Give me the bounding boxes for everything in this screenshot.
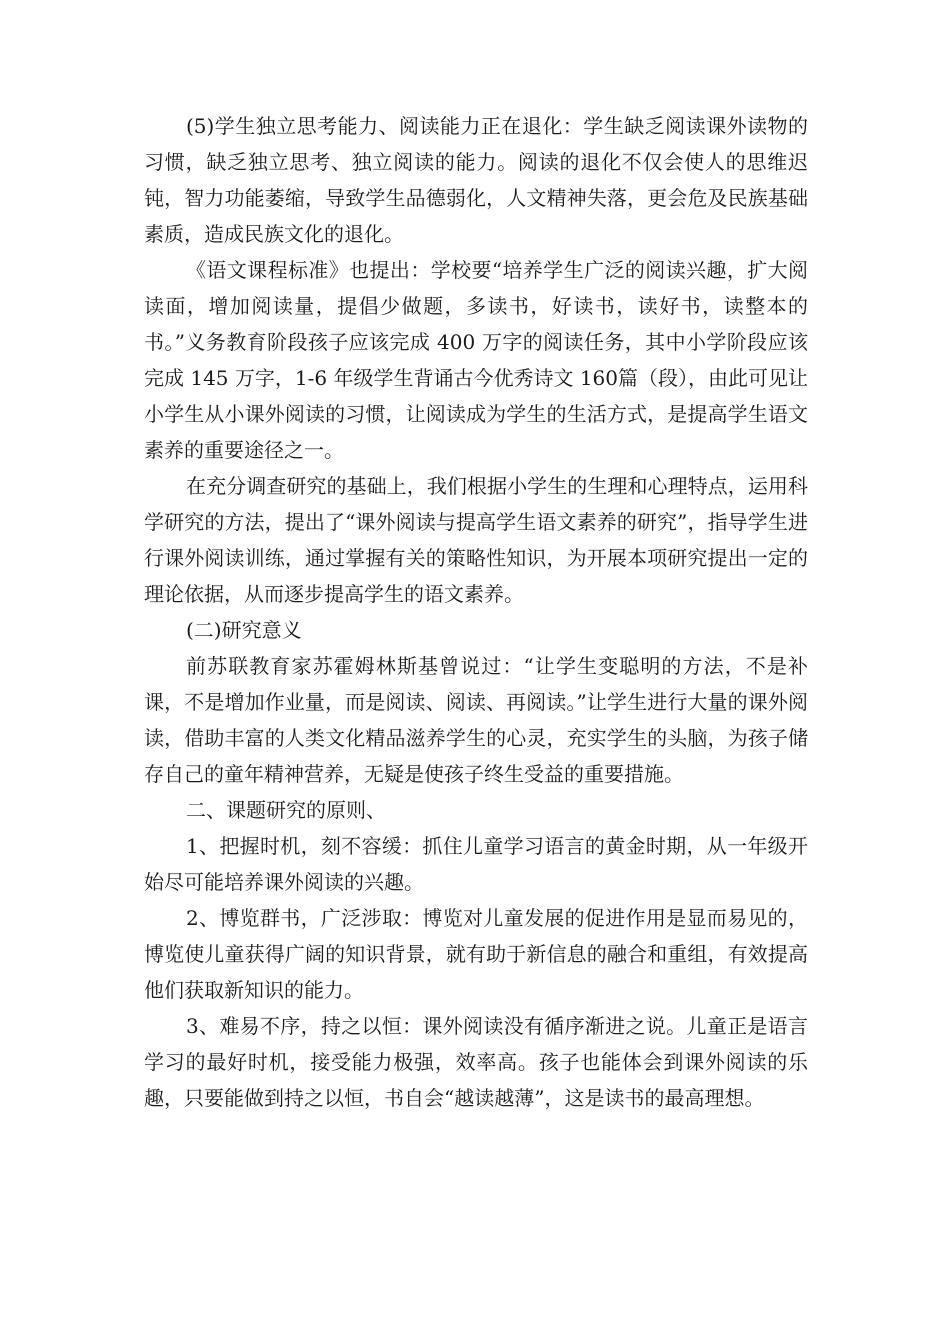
principle-item-2: 2、博览群书，广泛涉取：博览对儿童发展的促进作用是显而易见的，博览使儿童获得广阔的知识背景，就有助于新信息的融合和重组，有效提高他们获取新知识的能力。 [144,906,808,1002]
section-heading-research-significance: (二)研究意义 [186,618,302,642]
principle-item-1: 1、把握时机，刻不容缓：抓住儿童学习语言的黄金时期，从一年级开始尽可能培养课外阅读的兴趣。 [144,834,808,894]
principle-item-3: 3、难易不序，持之以恒：课外阅读没有循序渐进之说。儿童正是语言学习的最好时机，接受能力极强，效率高。孩子也能体会到课外阅读的乐趣，只要能做到持之以恒，书自会“越读越薄”，这是读书的最高理想。 [144,1014,808,1110]
document-body [144,108,808,1116]
paragraph-reading-decline: (5)学生独立思考能力、阅读能力正在退化：学生缺乏阅读课外读物的习惯，缺乏独立思考、独立阅读的能力。阅读的退化不仅会使人的思维迟钝，智力功能萎缩，导致学生品德弱化，人文精神失落，更会危及民族基础素质，造成民族文化的退化。 [144,114,808,246]
paragraph-curriculum-standard: 《语文课程标准》也提出：学校要“培养学生广泛的阅读兴趣，扩大阅读面，增加阅读量，提倡少做题，多读书，好读书，读好书，读整本的书。”义务教育阶段孩子应该完成 400 万字的阅读任务，其中小学阶段应该完成 145 万字，1-6 年级学生背诵古今优秀诗文 160篇（段），由此可见让小学生从小课外阅读的习惯，让阅读成为学生的生活方式，是提高学生语文素养的重要途径之一。 [144,258,808,462]
section-heading-research-principles: 二、课题研究的原则、 [186,798,386,822]
paragraph-research-basis: 在充分调查研究的基础上，我们根据小学生的生理和心理特点，运用科学研究的方法，提出了“课外阅读与提高学生语文素养的研究”，指导学生进行课外阅读训练，通过掌握有关的策略性知识，为开展本项研究提出一定的理论依据，从而逐步提高学生的语文素养。 [144,474,808,606]
paragraph-sukhomlinsky-quote: 前苏联教育家苏霍姆林斯基曾说过：“让学生变聪明的方法，不是补课，不是增加作业量，而是阅读、阅读、再阅读。”让学生进行大量的课外阅读，借助丰富的人类文化精品滋养学生的心灵，充实学生的头脑，为孩子储存自己的童年精神营养，无疑是使孩子终生受益的重要措施。 [144,654,808,786]
